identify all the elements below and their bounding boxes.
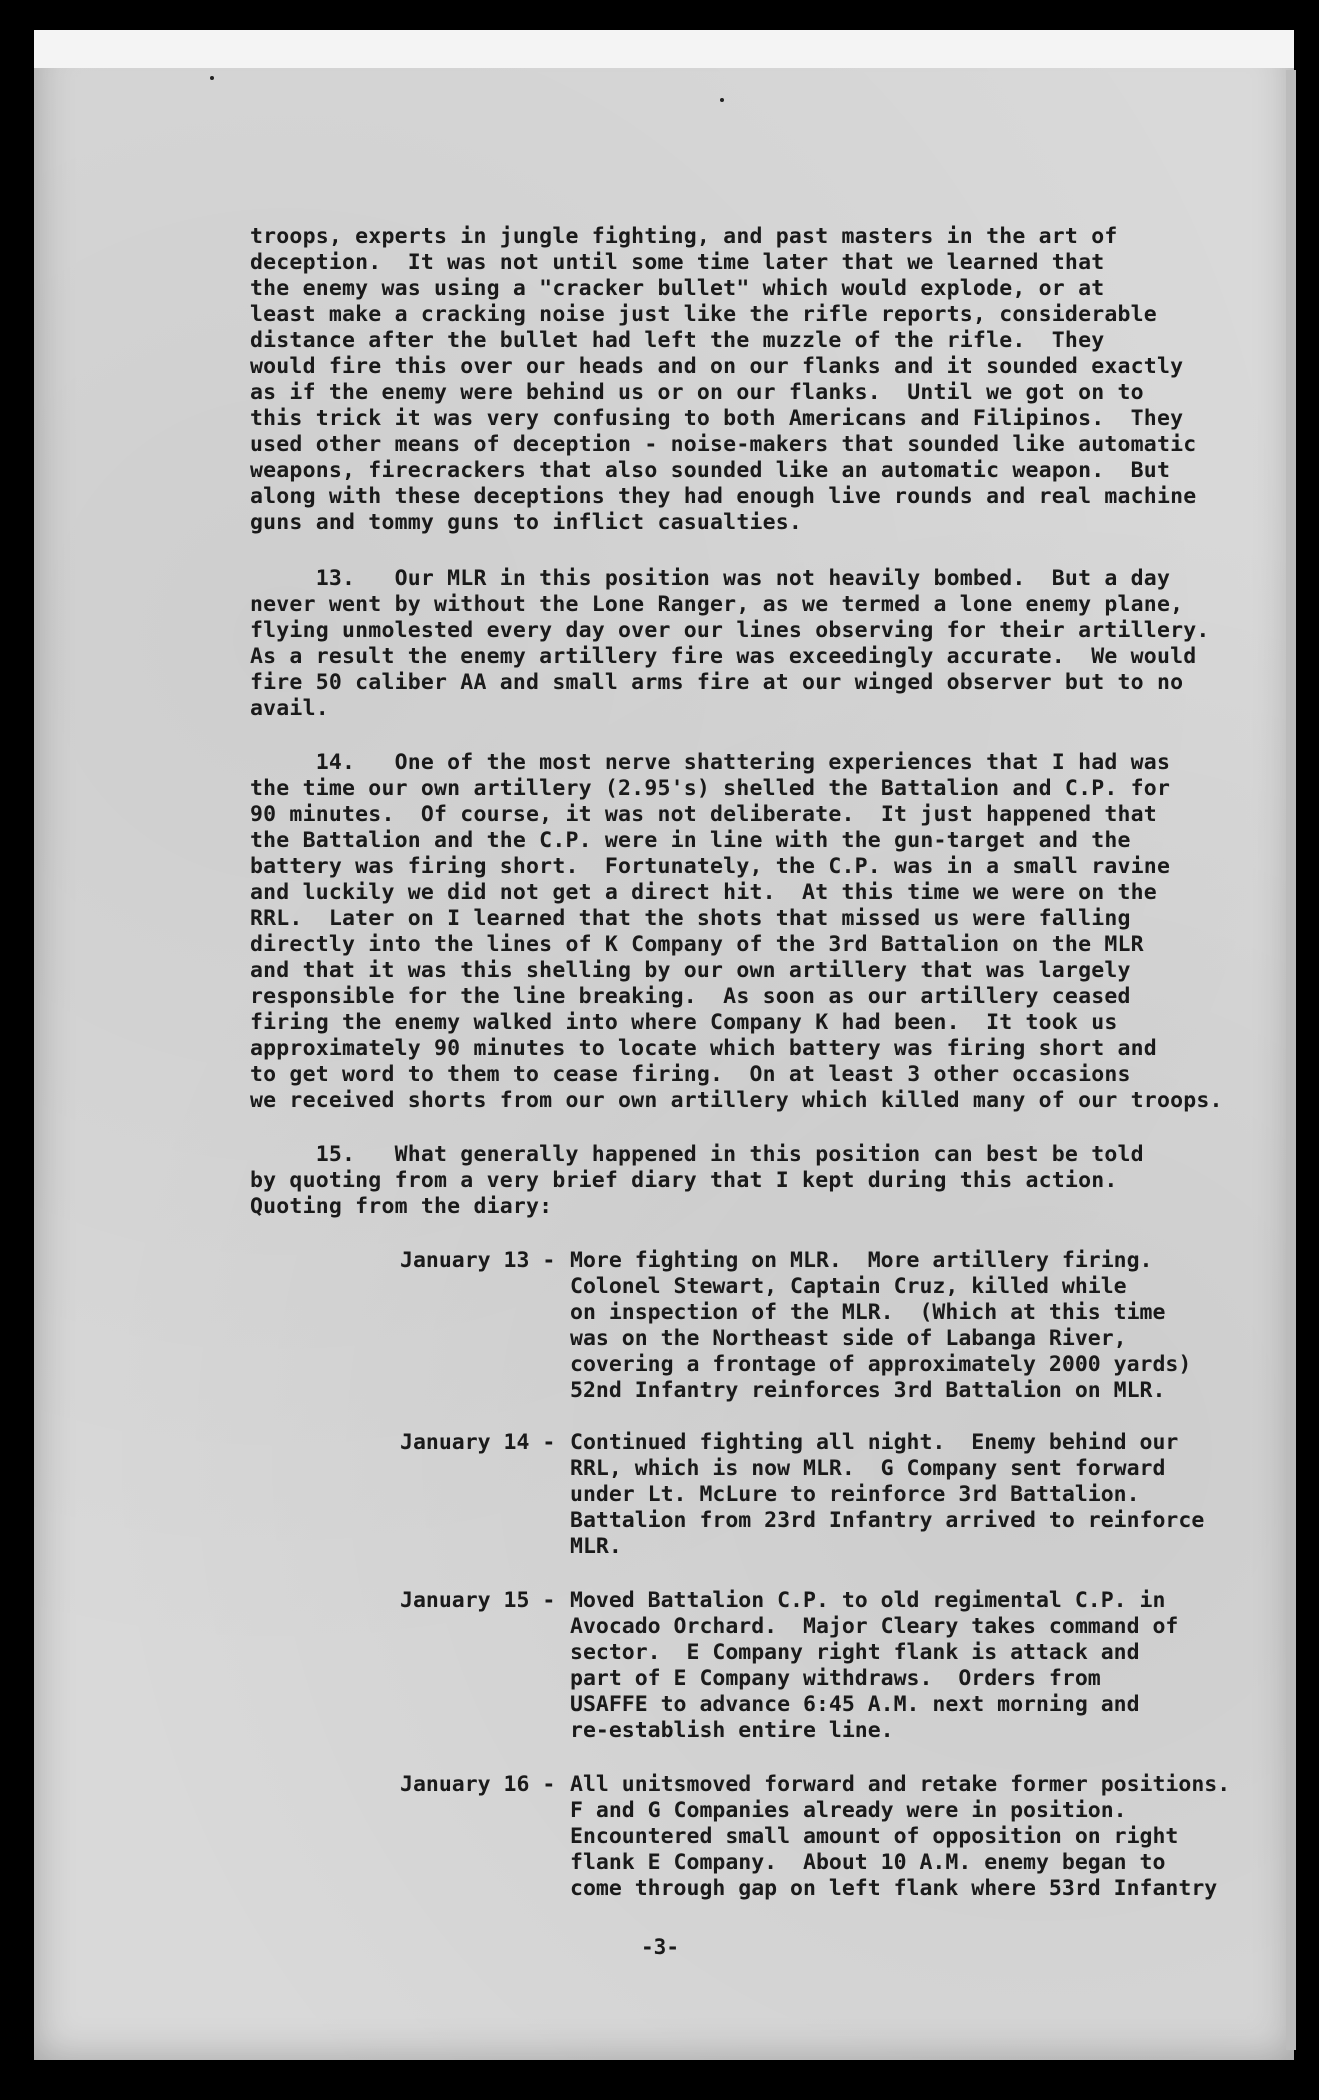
text-line: Battalion from 23rd Infantry arrived to reinforce: [570, 1508, 1205, 1533]
diary-text: [570, 1588, 1250, 1744]
diary-text: [570, 1430, 1250, 1560]
diary-entry-january-13: [400, 1248, 1250, 1408]
text-line: as if the enemy were behind us or on our flanks. Until we got on to: [250, 380, 1144, 405]
text-line: Quoting from the diary:: [250, 1194, 553, 1219]
text-line: 13. Our MLR in this position was not heavily bombed. But a day: [250, 566, 1171, 591]
text-line: re-establish entire line.: [570, 1718, 894, 1743]
page-edge-shadow: [1286, 70, 1296, 2050]
diary-entry-january-14: [400, 1430, 1250, 1565]
diary-entry-january-15: [400, 1588, 1250, 1748]
text-line: weapons, firecrackers that also sounded like an automatic weapon. But: [250, 458, 1171, 483]
text-line: and luckily we did not get a direct hit. At this time we were on the: [250, 880, 1157, 905]
speck-mark: [210, 76, 214, 80]
text-line: on inspection of the MLR. (Which at this time: [570, 1300, 1166, 1325]
continuation-paragraph: [250, 224, 1210, 536]
text-line: least make a cracking noise just like the rifle reports, considerable: [250, 302, 1157, 327]
text-line: F and G Companies already were in position.: [570, 1798, 1127, 1823]
paragraph-15: [250, 1142, 1210, 1220]
text-line: fire 50 caliber AA and small arms fire at our winged observer but to no: [250, 670, 1184, 695]
page-number: -3-: [641, 1935, 679, 1959]
text-line: to get word to them to cease firing. On at least 3 other occasions: [250, 1062, 1131, 1087]
text-line: was on the Northeast side of Labanga River,: [570, 1326, 1127, 1351]
text-line: guns and tommy guns to inflict casualties.: [250, 510, 803, 535]
text-line: firing the enemy walked into where Company K had been. It took us: [250, 1010, 1118, 1035]
text-line: used other means of deception - noise-makers that sounded like automatic: [250, 432, 1197, 457]
text-line: would fire this over our heads and on our flanks and it sounded exactly: [250, 354, 1184, 379]
text-line: by quoting from a very brief diary that I kept during this action.: [250, 1168, 1118, 1193]
text-line: RRL, which is now MLR. G Company sent forward: [570, 1456, 1166, 1481]
paragraph-14: [250, 750, 1223, 1114]
text-line: flank E Company. About 10 A.M. enemy began to: [570, 1850, 1166, 1875]
text-line: part of E Company withdraws. Orders from: [570, 1666, 1101, 1691]
text-line: distance after the bullet had left the muzzle of the rifle. They: [250, 328, 1105, 353]
text-line: the time our own artillery (2.95's) shelled the Battalion and C.P. for: [250, 776, 1171, 801]
text-line: deception. It was not until some time later that we learned that: [250, 250, 1105, 275]
text-line: 90 minutes. Of course, it was not deliberate. It just happened that: [250, 802, 1157, 827]
text-line: 15. What generally happened in this position can best be told: [250, 1142, 1144, 1167]
text-line: avail.: [250, 696, 329, 721]
text-line: never went by without the Lone Ranger, as we termed a lone enemy plane,: [250, 592, 1184, 617]
diary-text: [570, 1772, 1250, 1902]
text-line: 52nd Infantry reinforces 3rd Battalion on MLR.: [570, 1378, 1166, 1403]
text-line: Moved Battalion C.P. to old regimental C.P. in: [570, 1588, 1166, 1613]
diary-text: [570, 1248, 1250, 1404]
diary-date: January 14 -: [400, 1430, 556, 1455]
text-line: come through gap on left flank where 53rd Infantry: [570, 1876, 1218, 1901]
text-line: sector. E Company right flank is attack and: [570, 1640, 1140, 1665]
text-line: directly into the lines of K Company of the 3rd Battalion on the MLR: [250, 932, 1144, 957]
text-line: troops, experts in jungle fighting, and past masters in the art of: [250, 224, 1118, 249]
speck-mark: [720, 98, 724, 102]
text-line: the enemy was using a "cracker bullet" which would explode, or at: [250, 276, 1105, 301]
text-line: the Battalion and the C.P. were in line with the gun-target and the: [250, 828, 1131, 853]
text-line: under Lt. McLure to reinforce 3rd Battalion.: [570, 1482, 1140, 1507]
text-line: this trick it was very confusing to both Americans and Filipinos. They: [250, 406, 1184, 431]
paragraph-13: [250, 566, 1210, 722]
text-line: Continued fighting all night. Enemy behind our: [570, 1430, 1179, 1455]
text-line: 14. One of the most nerve shattering experiences that I had was: [250, 750, 1171, 775]
text-line: Colonel Stewart, Captain Cruz, killed while: [570, 1274, 1127, 1299]
text-line: As a result the enemy artillery fire was exceedingly accurate. We would: [250, 644, 1197, 669]
diary-date: January 13 -: [400, 1248, 556, 1273]
text-line: Avocado Orchard. Major Cleary takes command of: [570, 1614, 1179, 1639]
text-line: and that it was this shelling by our own artillery that was largely: [250, 958, 1131, 983]
page-top-band: [34, 30, 1294, 68]
diary-entry-january-16: [400, 1772, 1250, 1907]
text-line: MLR.: [570, 1534, 622, 1559]
text-line: we received shorts from our own artillery which killed many of our troops.: [250, 1088, 1223, 1113]
text-line: flying unmolested every day over our lines observing for their artillery.: [250, 618, 1210, 643]
text-line: battery was firing short. Fortunately, the C.P. was in a small ravine: [250, 854, 1171, 879]
text-line: along with these deceptions they had enough live rounds and real machine: [250, 484, 1197, 509]
text-line: approximately 90 minutes to locate which battery was firing short and: [250, 1036, 1157, 1061]
text-line: USAFFE to advance 6:45 A.M. next morning and: [570, 1692, 1140, 1717]
text-line: All unitsmoved forward and retake former positions.: [570, 1772, 1231, 1797]
diary-date: January 15 -: [400, 1588, 556, 1613]
text-line: responsible for the line breaking. As soon as our artillery ceased: [250, 984, 1131, 1009]
diary-date: January 16 -: [400, 1772, 556, 1797]
text-line: More fighting on MLR. More artillery firing.: [570, 1248, 1153, 1273]
text-line: RRL. Later on I learned that the shots that missed us were falling: [250, 906, 1131, 931]
text-line: covering a frontage of approximately 2000 yards): [570, 1352, 1192, 1377]
text-line: Encountered small amount of opposition on right: [570, 1824, 1179, 1849]
